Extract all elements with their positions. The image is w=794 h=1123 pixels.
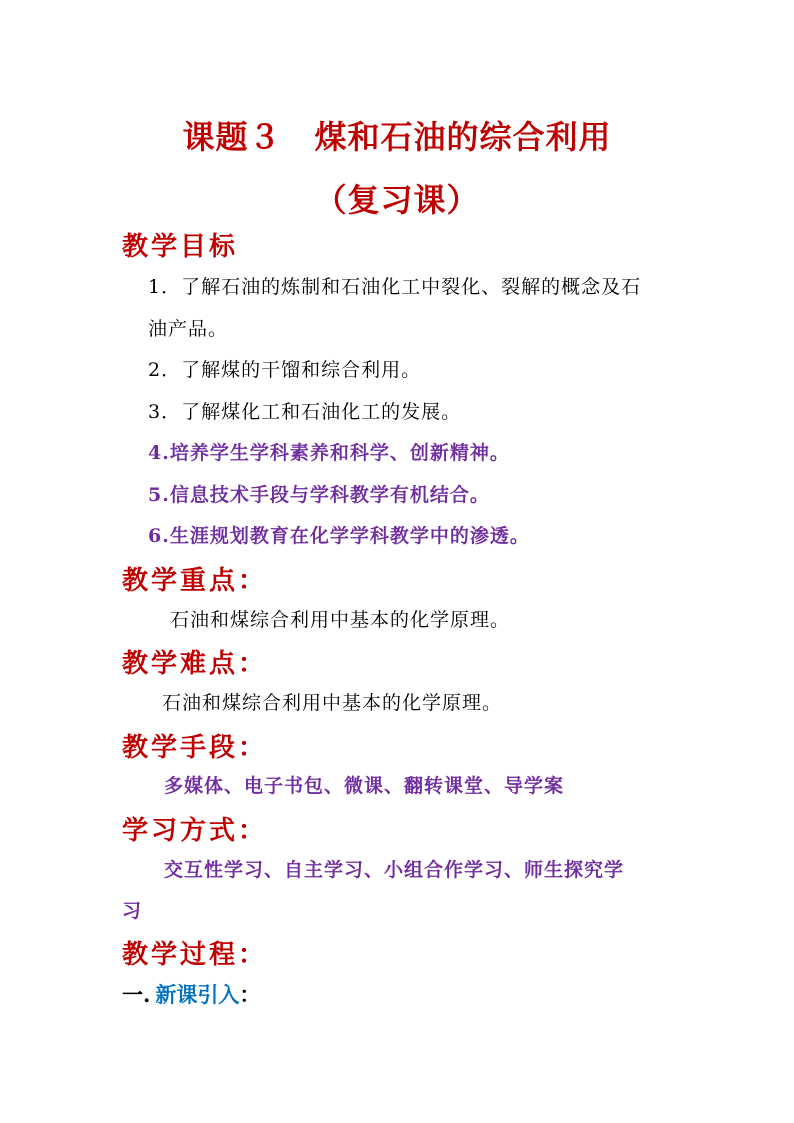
section-heading (122, 979, 260, 1009)
learning-text-line-2: 习 (122, 900, 143, 922)
difficulties-text: 石油和煤综合利用中基本的化学原理。 (162, 692, 503, 714)
objective-item-6: 6.生涯规划教育在化学学科教学中的渗透。 (148, 525, 530, 547)
objectives-heading: 教学目标 (122, 232, 239, 262)
section-colon: ： (239, 982, 261, 1007)
key-points-heading: 教学重点： (122, 566, 268, 596)
page-subtitle: （复习课） (314, 181, 480, 219)
process-heading: 教学过程： (122, 940, 268, 970)
objective-item-1-line-1: 1．了解石油的炼制和石油化工中裂化、裂解的概念及石 (148, 276, 642, 298)
objective-item-4: 4.培养学生学科素养和科学、创新精神。 (148, 442, 510, 464)
learning-heading: 学习方式： (122, 816, 268, 846)
objective-item-3: 3．了解煤化工和石油化工的发展。 (148, 401, 462, 423)
difficulties-heading: 教学难点： (122, 649, 268, 679)
learning-text-line-1: 交互性学习、自主学习、小组合作学习、师生探究学 (164, 859, 625, 881)
objective-item-2: 2．了解煤的干馏和综合利用。 (148, 359, 422, 381)
objective-item-1-line-2: 油产品。 (148, 318, 229, 340)
page-title: 课题３ 煤和石油的综合利用 (182, 118, 612, 156)
methods-heading: 教学手段： (122, 733, 268, 763)
section-number: 一. (122, 982, 151, 1007)
methods-text: 多媒体、电子书包、微课、翻转课堂、导学案 (164, 775, 565, 797)
section-title: 新课引入 (155, 982, 240, 1007)
key-points-text: 石油和煤综合利用中基本的化学原理。 (170, 609, 511, 631)
objective-item-5: 5.信息技术手段与学科教学有机结合。 (148, 484, 490, 506)
